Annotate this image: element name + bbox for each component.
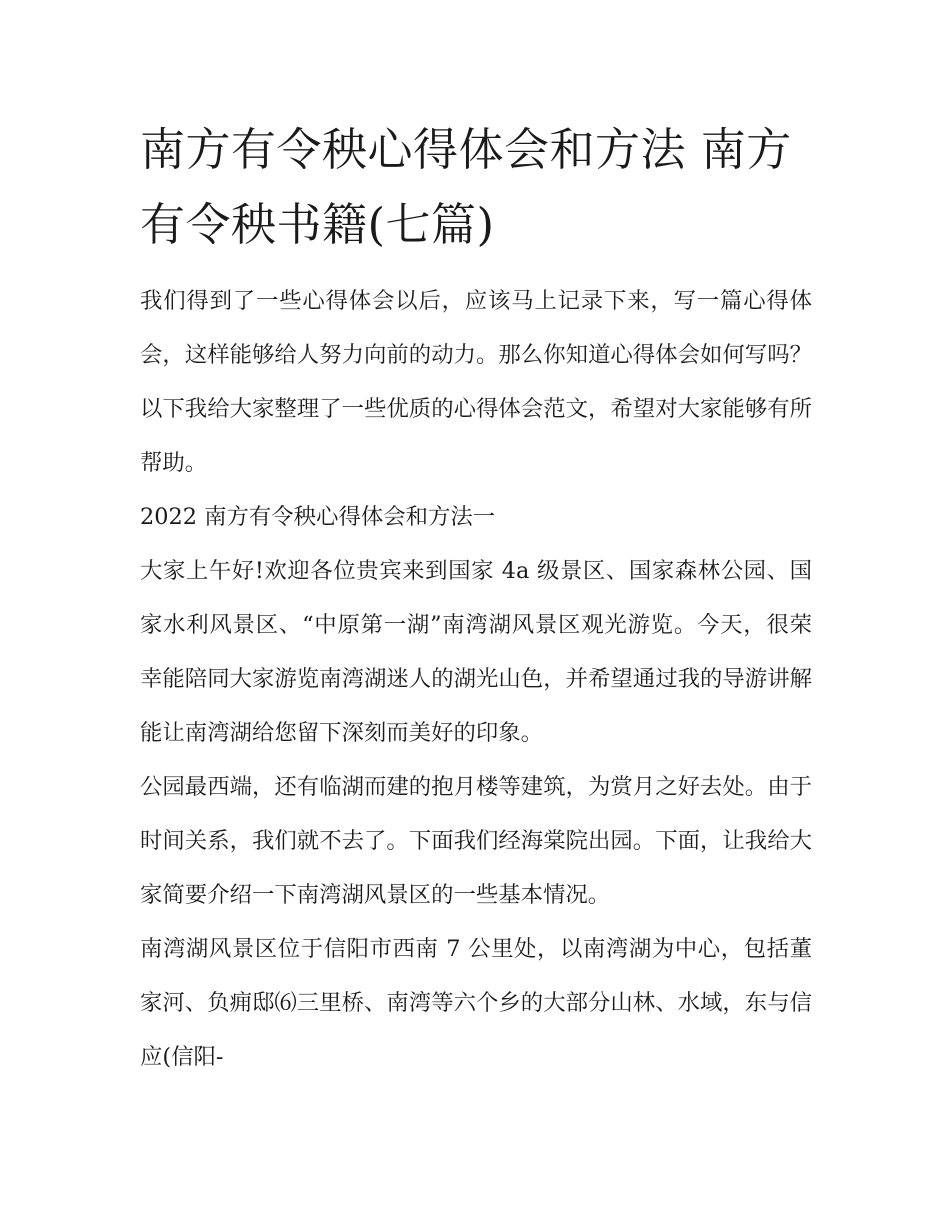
body-paragraph: 大家上午好!欢迎各位贵宾来到国家 4a 级景区、国家森林公园、国家水利风景区、“中原第一湖”南湾湖风景区观光游览。今天，很荣幸能陪同大家游览南湾湖迷人的湖光山色，并希望通过我的导游讲解能让南湾湖给您留下深刻而美好的印象。 <box>140 558 812 746</box>
document-title: 南方有令秧心得体会和方法 南方有令秧书籍(七篇) <box>140 123 792 251</box>
intro-paragraph: 我们得到了一些心得体会以后，应该马上记录下来，写一篇心得体会，这样能够给人努力向前的动力。那么你知道心得体会如何写吗？以下我给大家整理了一些优质的心得体会范文，希望对大家能够有所帮助。 <box>140 288 812 476</box>
title-spacer <box>140 262 812 274</box>
body-paragraph: 公园最西端，还有临湖而建的抱月楼等建筑，为赏月之好去处。由于时间关系，我们就不去了。下面我们经海棠院出园。下面，让我给大家简要介绍一下南湾湖风景区的一些基本情况。 <box>140 774 812 908</box>
body-paragraph: 南湾湖风景区位于信阳市西南 7 公里处，以南湾湖为中心，包括董家河、负痈邸⑹三里桥、南湾等六个乡的大部分山林、水域，东与信应(信阳- <box>140 936 812 1070</box>
document-body <box>140 274 812 1084</box>
document-page <box>140 112 812 1084</box>
section-heading: 2022 南方有令秧心得体会和方法一 <box>140 504 496 530</box>
